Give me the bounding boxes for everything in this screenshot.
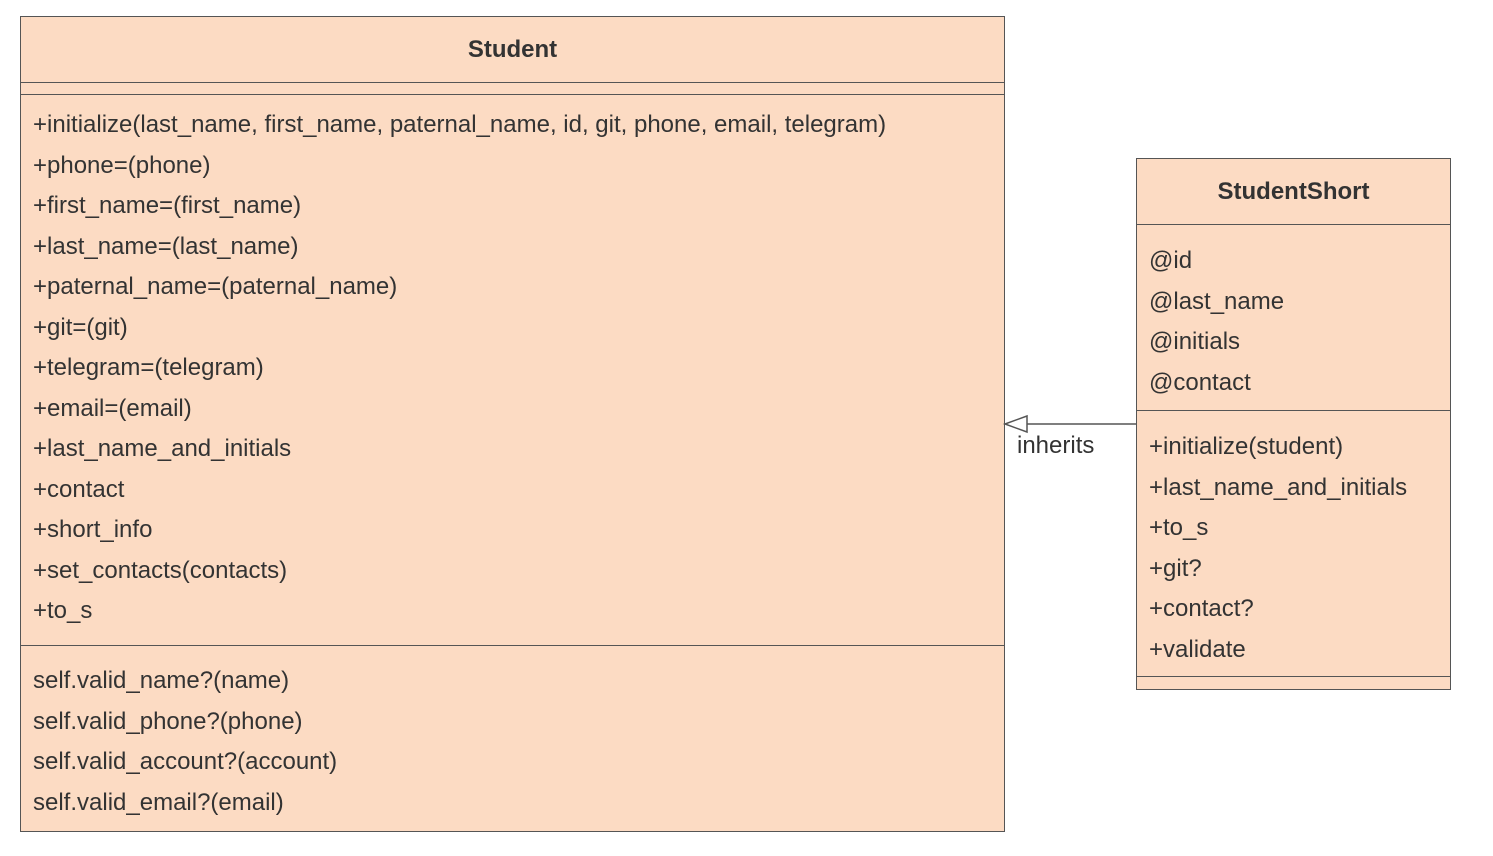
class-student-title: Student (21, 17, 1004, 83)
student-short-method: +initialize(student) (1149, 433, 1344, 460)
class-student-short-empty-section (1137, 677, 1450, 689)
student-static-method: self.valid_name?(name) (33, 667, 290, 694)
student-method: +telegram=(telegram) (33, 354, 264, 381)
student-method: +last_name_and_initials (33, 435, 292, 462)
student-static-method: self.valid_phone?(phone) (33, 707, 303, 735)
class-student-attributes (21, 83, 1004, 95)
student-method: +email=(email) (33, 394, 192, 422)
class-student-short-methods (1137, 411, 1450, 677)
student-short-attribute: @initials (1149, 328, 1241, 355)
student-method: +paternal_name=(paternal_name) (33, 273, 398, 300)
class-student-short-title: StudentShort (1137, 159, 1450, 225)
inheritance-label: inherits (1017, 432, 1095, 459)
inheritance-arrowhead-icon (1005, 416, 1027, 432)
student-method: +last_name=(last_name) (33, 232, 299, 260)
student-method: +short_info (33, 516, 153, 543)
student-short-attribute: @id (1149, 247, 1193, 274)
student-static-method: self.valid_account?(account) (33, 748, 338, 775)
student-short-method: +git? (1149, 554, 1202, 582)
student-short-method: +contact? (1149, 595, 1254, 622)
student-short-attribute: @contact (1149, 368, 1251, 396)
student-method: +contact (33, 475, 125, 503)
student-method: +to_s (33, 597, 93, 624)
student-short-method: +validate (1149, 635, 1246, 663)
student-method: +git=(git) (33, 313, 128, 341)
student-method: +phone=(phone) (33, 151, 211, 179)
student-short-method: +last_name_and_initials (1149, 473, 1408, 501)
student-short-method: +to_s (1149, 514, 1209, 541)
class-student-methods (21, 95, 1004, 646)
class-student-static-methods (21, 646, 1004, 823)
student-static-method: self.valid_email?(email) (33, 788, 284, 816)
class-student-short-attributes (1137, 225, 1450, 411)
student-method: +set_contacts(contacts) (33, 556, 288, 584)
student-method: +first_name=(first_name) (33, 192, 302, 219)
class-student-short[interactable] (1136, 158, 1451, 690)
student-method: +initialize(last_name, first_name, paternal_name, id, git, phone, email, telegram) (33, 111, 887, 138)
student-short-attribute: @last_name (1149, 287, 1285, 315)
class-student[interactable] (20, 16, 1005, 832)
